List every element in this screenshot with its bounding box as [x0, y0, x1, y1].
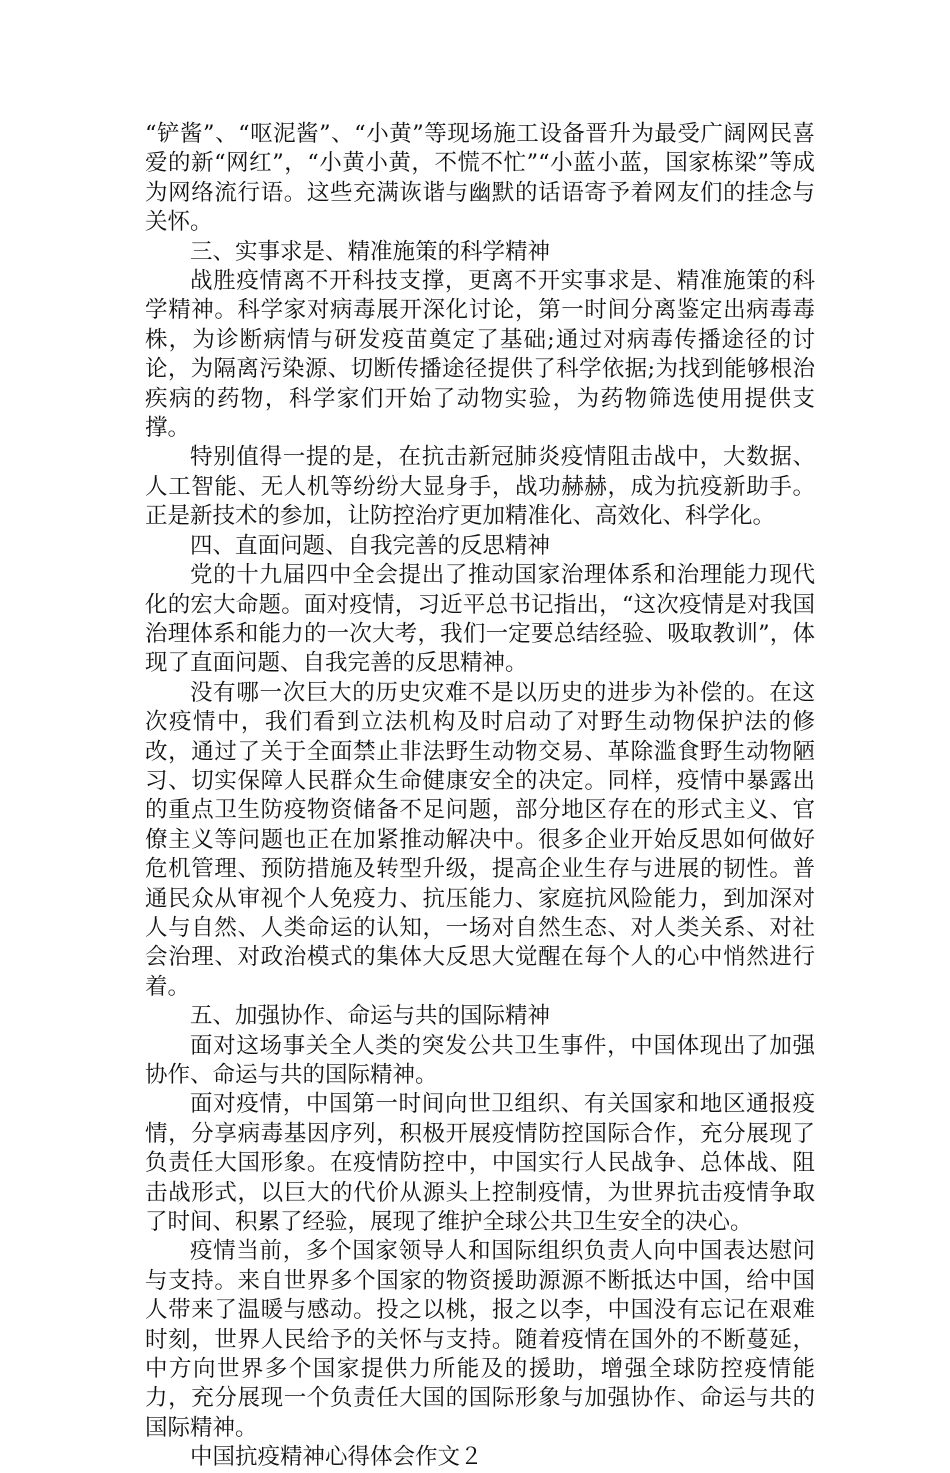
paragraph: 党的十九届四中全会提出了推动国家治理体系和治理能力现代化的宏大命题。面对疫情，习近平总书记指出，“这次疫情是对我国治理体系和能力的一次大考，我们一定要总结经验、吸取教训”，体现了直面问题、自我完善的反思精神。 — [145, 562, 815, 677]
paragraph: “铲酱”、“呕泥酱”、“小黄”等现场施工设备晋升为最受广阔网民喜爱的新“网红”，“小黄小黄，不慌不忙”“小蓝小蓝，国家栋梁”等成为网络流行语。这些充满诙谐与幽默的话语寄予着网友们的挂念与关怀。 — [145, 121, 815, 236]
section-heading: 四、直面问题、自我完善的反思精神 — [190, 532, 551, 559]
paragraph: 特别值得一提的是，在抗击新冠肺炎疫情阻击战中，大数据、人工智能、无人机等纷纷大显身手，战功赫赫，成为抗疫新助手。正是新技术的参加，让防控治疗更加精准化、高效化、科学化。 — [145, 444, 815, 530]
article-title-2: 中国抗疫精神心得体会作文２ — [190, 1444, 483, 1471]
section-heading: 三、实事求是、精准施策的科学精神 — [190, 238, 551, 265]
paragraph: 面对疫情，中国第一时间向世卫组织、有关国家和地区通报疫情，分享病毒基因序列，积极开展疫情防控国际合作，充分展现了负责任大国形象。在疫情防控中，中国实行人民战争、总体战、阻击战形式，以巨大的代价从源头上控制疫情，为世界抗击疫情争取了时间、积累了经验，展现了维护全球公共卫生安全的决心。 — [145, 1091, 815, 1236]
section-heading: 五、加强协作、命运与共的国际精神 — [190, 1003, 551, 1030]
paragraph: 战胜疫情离不开科技支撑，更离不开实事求是、精准施策的科学精神。科学家对病毒展开深化讨论，第一时间分离鉴定出病毒毒株，为诊断病情与研发疫苗奠定了基础;通过对病毒传播途径的讨论，为隔离污染源、切断传播途径提供了科学依据;为找到能够根治疾病的药物，科学家们开始了动物实验，为药物筛选使用提供支撑。 — [145, 268, 815, 442]
paragraph: 疫情当前，多个国家领导人和国际组织负责人向中国表达慰问与支持。来自世界多个国家的物资援助源源不断抵达中国，给中国人带来了温暖与感动。投之以桃，报之以李，中国没有忘记在艰难时刻，世界人民给予的关怀与支持。随着疫情在国外的不断蔓延，中方向世界多个国家提供力所能及的援助，增强全球防控疫情能力，充分展现一个负责任大国的国际形象与加强协作、命运与共的国际精神。 — [145, 1238, 815, 1441]
paragraph: 面对这场事关全人类的突发公共卫生事件，中国体现出了加强协作、命运与共的国际精神。 — [145, 1032, 815, 1088]
paragraph: 没有哪一次巨大的历史灾难不是以历史的进步为补偿的。在这次疫情中，我们看到立法机构及时启动了对野生动物保护法的修改，通过了关于全面禁止非法野生动物交易、革除滥食野生动物陋习、切实保障人民群众生命健康安全的决定。同样，疫情中暴露出的重点卫生防疫物资储备不足问题，部分地区存在的形式主义、官僚主义等问题也正在加紧推动解决中。很多企业开始反思如何做好危机管理、预防措施及转型升级，提高企业生存与进展的韧性。普通民众从审视个人免疫力、抗压能力、家庭抗风险能力，到加深对人与自然、人类命运的认知，一场对自然生态、对人类关系、对社会治理、对政治模式的集体大反思大觉醒在每个人的心中悄然进行着。 — [145, 679, 815, 1000]
document-body — [145, 120, 815, 1473]
